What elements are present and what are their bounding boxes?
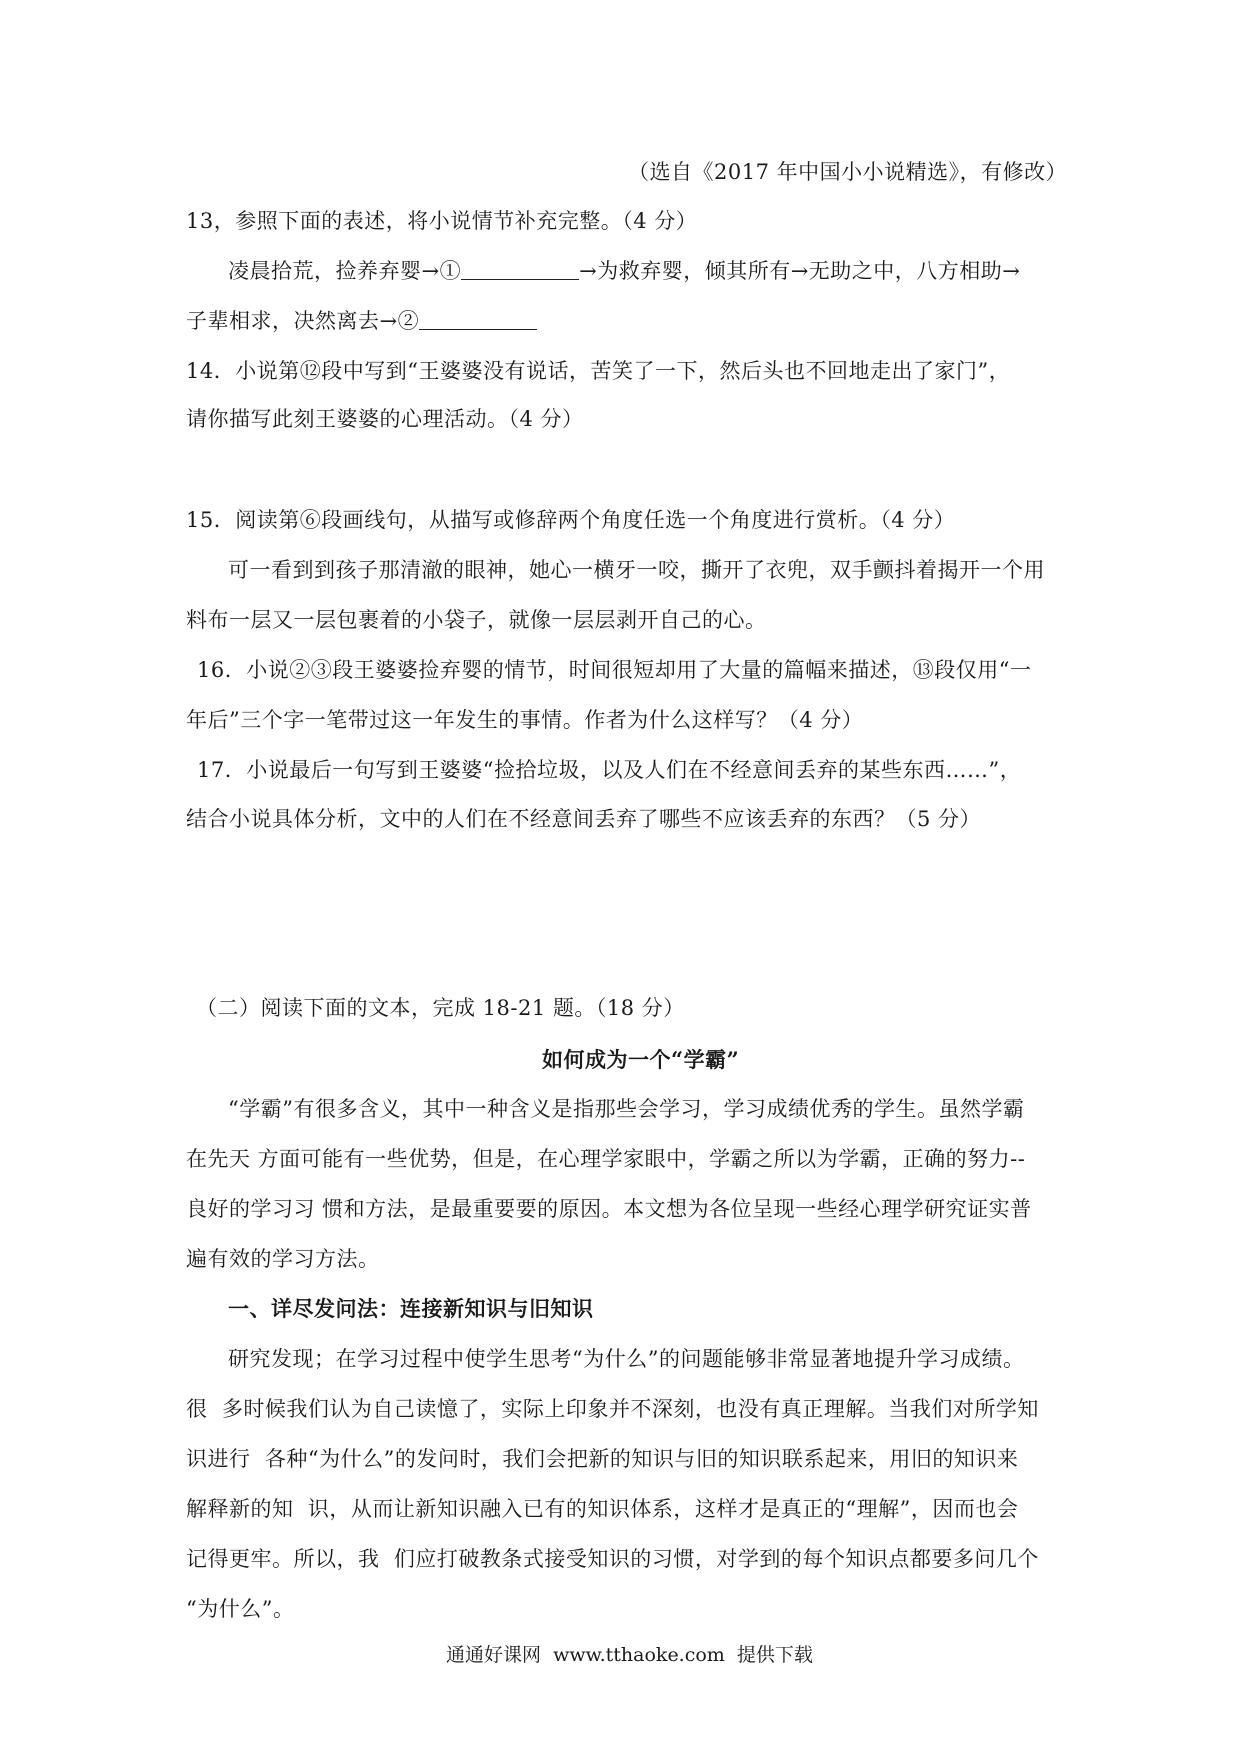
article-para1-line1: “学霸”有很多含义，其中一种含义是指那些会学习，学习成绩优秀的学生。虽然学霸 — [228, 1097, 1025, 1121]
question-14-line2: 请你描写此刻王婆婆的心理活动。（4 分） — [186, 407, 584, 431]
article-para2-line4: 解释新的知 识，从而让新知识融入已有的知识体系，这样才是真正的“理解”，因而也会 — [186, 1497, 1019, 1521]
article-para1-line3: 良好的学习习 惯和方法，是最重要要的原因。本文想为各位呈现一些经心理学研究证实普 — [186, 1197, 1032, 1221]
answer-blank-2 — [419, 307, 537, 330]
question-16-line1: 16．小说②③段王婆婆捡弃婴的情节，时间很短却用了大量的篇幅来描述，⑬段仅用“一 — [197, 658, 1032, 682]
question-16-line2: 年后”三个字一笔带过这一年发生的事情。作者为什么这样写？（4 分） — [186, 708, 864, 732]
article-subheading: 一、详尽发问法：连接新知识与旧知识 — [228, 1296, 594, 1321]
question-15-quote-line1: 可一看到到孩子那清澈的眼神，她心一横牙一咬，撕开了衣兜，双手颤抖着揭开一个用 — [228, 558, 1045, 582]
article-para1-line4: 遍有效的学习方法。 — [186, 1247, 380, 1271]
source-note: （选自《2017 年中国小小说精选》，有修改） — [628, 160, 1068, 184]
plot-line1-end: →为救弃婴，倾其所有→无助之中，八方相助→ — [579, 259, 1021, 283]
article-para2-line2: 很 多时候我们认为自己读憶了，实际上印象并不深刻，也没有真正理解。当我们对所学知 — [186, 1397, 1039, 1421]
question-17-line2: 结合小说具体分析，文中的人们在不经意间丢弃了哪些不应该丢弃的东西？（5 分） — [186, 807, 982, 831]
article-para1-line2: 在先天 方面可能有一些优势，但是，在心理学家眼中，学霸之所以为学霸，正确的努力-- — [186, 1147, 1026, 1171]
question-17-line1: 17．小说最后一句写到王婆婆“捡拾垃圾，以及人们在不经意间丢弃的某些东西……”， — [197, 758, 1022, 782]
article-para2-line3: 识进行 各种“为什么”的发问时，我们会把新的知识与旧的知识联系起来，用旧的知识来 — [186, 1447, 1019, 1471]
article-para2-line6: “为什么”。 — [186, 1597, 295, 1621]
question-14-line1: 14．小说第⑫段中写到“王婆婆没有说话，苦笑了一下，然后头也不回地走出了家门”， — [186, 359, 1011, 383]
answer-blank-1 — [461, 257, 579, 280]
question-13: 13，参照下面的表述，将小说情节补充完整。（4 分） — [186, 209, 698, 233]
question-15: 15．阅读第⑥段画线句，从描写或修辞两个角度任选一个角度进行赏析。（4 分） — [186, 508, 956, 532]
plot-line1-start: 凌晨拾荒，捡养弃婴→① — [228, 259, 462, 283]
question-13-plot-line1 — [228, 255, 1020, 287]
article-para2-line1: 研究发现；在学习过程中使学生思考“为什么”的问题能够非常显著地提升学习成绩。 — [228, 1347, 1025, 1371]
article-para2-line5: 记得更牢。所以，我 们应打破教条式接受知识的习惯，对学到的每个知识点都要多问几个 — [186, 1547, 1039, 1571]
article-title: 如何成为一个“学霸” — [542, 1047, 740, 1072]
plot-line2-start: 子辈相求，决然离去→② — [186, 309, 420, 333]
section2-header: （二）阅读下面的文本，完成 18-21 题。（18 分） — [196, 996, 685, 1020]
question-13-plot-line2 — [186, 305, 537, 337]
question-15-quote-line2: 料布一层又一层包裹着的小袋子，就像一层层剥开自己的心。 — [186, 608, 767, 632]
page-footer: 通通好课网 www.tthaoke.com 提供下载 — [446, 1644, 813, 1666]
